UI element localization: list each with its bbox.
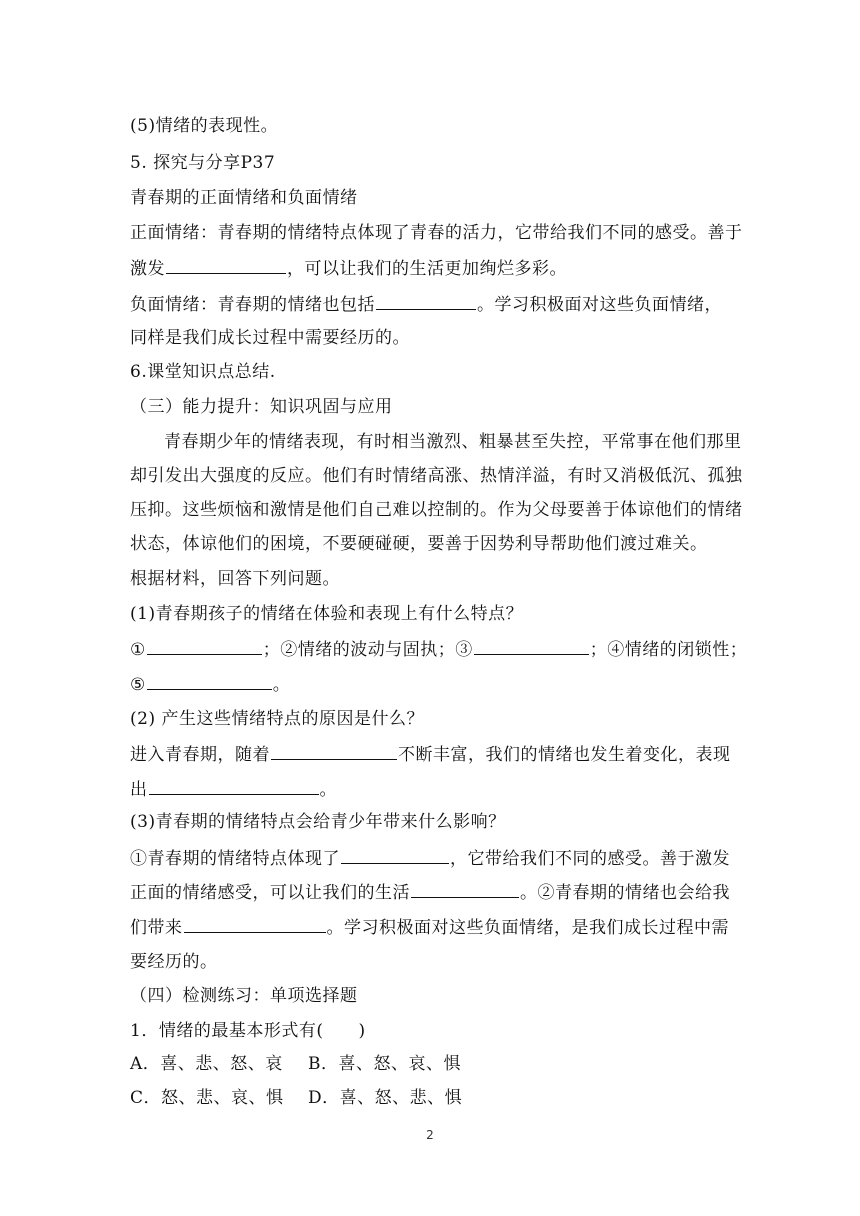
text-line: [130, 186, 358, 210]
text: 负面情绪：青春期的情绪也包括: [130, 295, 375, 315]
fill-blank[interactable]: [166, 256, 286, 274]
text: 。: [272, 675, 291, 695]
text: 1．情绪的最基本形式有( ): [130, 1021, 366, 1041]
text: 出: [130, 780, 148, 800]
fill-blank[interactable]: [411, 880, 519, 898]
fill-blank[interactable]: [376, 292, 476, 310]
text: ⑤: [130, 675, 146, 695]
question: [130, 1019, 366, 1043]
text-line: [130, 292, 722, 317]
text-line: [130, 326, 410, 350]
text: 正面的情绪感受，可以让我们的生活: [130, 883, 410, 903]
text: 们带来: [130, 918, 183, 938]
question: [130, 707, 424, 731]
text: 青春期的正面情绪和负面情绪: [130, 188, 358, 208]
text: ，可以让我们的生活更加绚烂多彩。: [287, 259, 567, 279]
text-line: [130, 256, 567, 281]
text: 5. 探究与分享P37: [130, 153, 276, 173]
question: [130, 810, 506, 834]
option-c[interactable]: C．怒、悲、哀、惧: [130, 1088, 284, 1108]
option-d[interactable]: D．喜、怒、悲、惧: [308, 1088, 463, 1108]
answer-line: [130, 915, 729, 940]
text: (1)青春期孩子的情绪在体验和表现上有什么特点？: [130, 604, 524, 624]
options-row: [130, 1052, 461, 1076]
answer-line: [130, 846, 730, 871]
answer-line: [130, 637, 747, 662]
text: 。学习积极面对这些负面情绪，是我们成长过程中需: [326, 918, 729, 938]
text: 正面情绪：青春期的情绪特点体现了青春的活力，它带给我们不同的感受。善于: [130, 223, 743, 243]
option-b[interactable]: B．喜、怒、哀、惧: [308, 1054, 461, 1074]
section-heading: [130, 984, 358, 1008]
text-line: [130, 950, 218, 974]
answer-line: [130, 742, 731, 767]
text: 。: [319, 780, 337, 800]
fill-blank[interactable]: [341, 846, 449, 864]
passage-line: [164, 430, 742, 454]
answer-line: [130, 672, 290, 697]
options-row: [130, 1086, 462, 1110]
fill-blank[interactable]: [147, 672, 272, 690]
fill-blank[interactable]: [147, 637, 262, 655]
text: 青春期少年的情绪表现，有时相当激烈、粗暴甚至失控，平常事在他们那里: [164, 432, 742, 452]
section-heading: [130, 360, 276, 384]
answer-line: [130, 880, 730, 905]
page-number: 2: [426, 1128, 434, 1142]
text: 不断丰富，我们的情绪也发生着变化，表现: [398, 745, 731, 765]
text: 6.课堂知识点总结.: [130, 362, 276, 382]
section-heading: [130, 151, 275, 175]
answer-line: [130, 777, 337, 802]
text: 却引发出大强度的反应。他们有时情绪高涨、热情洋溢，有时又消极低沉、孤独: [130, 466, 743, 486]
text: (3)青春期的情绪特点会给青少年带来什么影响？: [130, 812, 506, 832]
fill-blank[interactable]: [271, 742, 397, 760]
text: 状态，体谅他们的困境，不要硬碰硬，要善于因势利导帮助他们渡过难关。: [130, 534, 708, 554]
fill-blank[interactable]: [149, 777, 319, 795]
passage-line: [130, 498, 743, 522]
fill-blank[interactable]: [184, 915, 326, 933]
text: 同样是我们成长过程中需要经历的。: [130, 328, 410, 348]
text: 。学习积极面对这些负面情绪，: [477, 295, 722, 315]
text: 要经历的。: [130, 952, 218, 972]
passage-line: [130, 532, 708, 556]
text: 压抑。这些烦恼和激情是他们自己难以控制的。作为父母要善于体谅他们的情绪: [130, 500, 743, 520]
text: ①: [130, 640, 146, 660]
text: (5)情绪的表现性。: [130, 116, 279, 136]
text: ，它带给我们不同的感受。善于激发: [450, 849, 730, 869]
passage-line: [130, 464, 743, 488]
question: [130, 602, 523, 626]
text: 进入青春期，随着: [130, 745, 270, 765]
text: (2) 产生这些情绪特点的原因是什么？: [130, 709, 424, 729]
text: 激发: [130, 259, 165, 279]
option-a[interactable]: A．喜、悲、怒、哀: [130, 1054, 283, 1074]
text-line: [130, 221, 743, 245]
text: ；④情绪的闭锁性；: [589, 640, 748, 660]
text: ；②情绪的波动与固执；③: [262, 640, 473, 660]
text: 。②青春期的情绪也会给我: [520, 883, 730, 903]
text: ①青春期的情绪特点体现了: [130, 849, 340, 869]
section-heading: [130, 395, 393, 419]
text: （三）能力提升：知识巩固与应用: [130, 397, 393, 417]
text: 根据材料，回答下列问题。: [130, 569, 340, 589]
text-line: [130, 567, 340, 591]
fill-blank[interactable]: [474, 637, 589, 655]
text: （四）检测练习：单项选择题: [130, 986, 358, 1006]
text-line: [130, 114, 278, 138]
